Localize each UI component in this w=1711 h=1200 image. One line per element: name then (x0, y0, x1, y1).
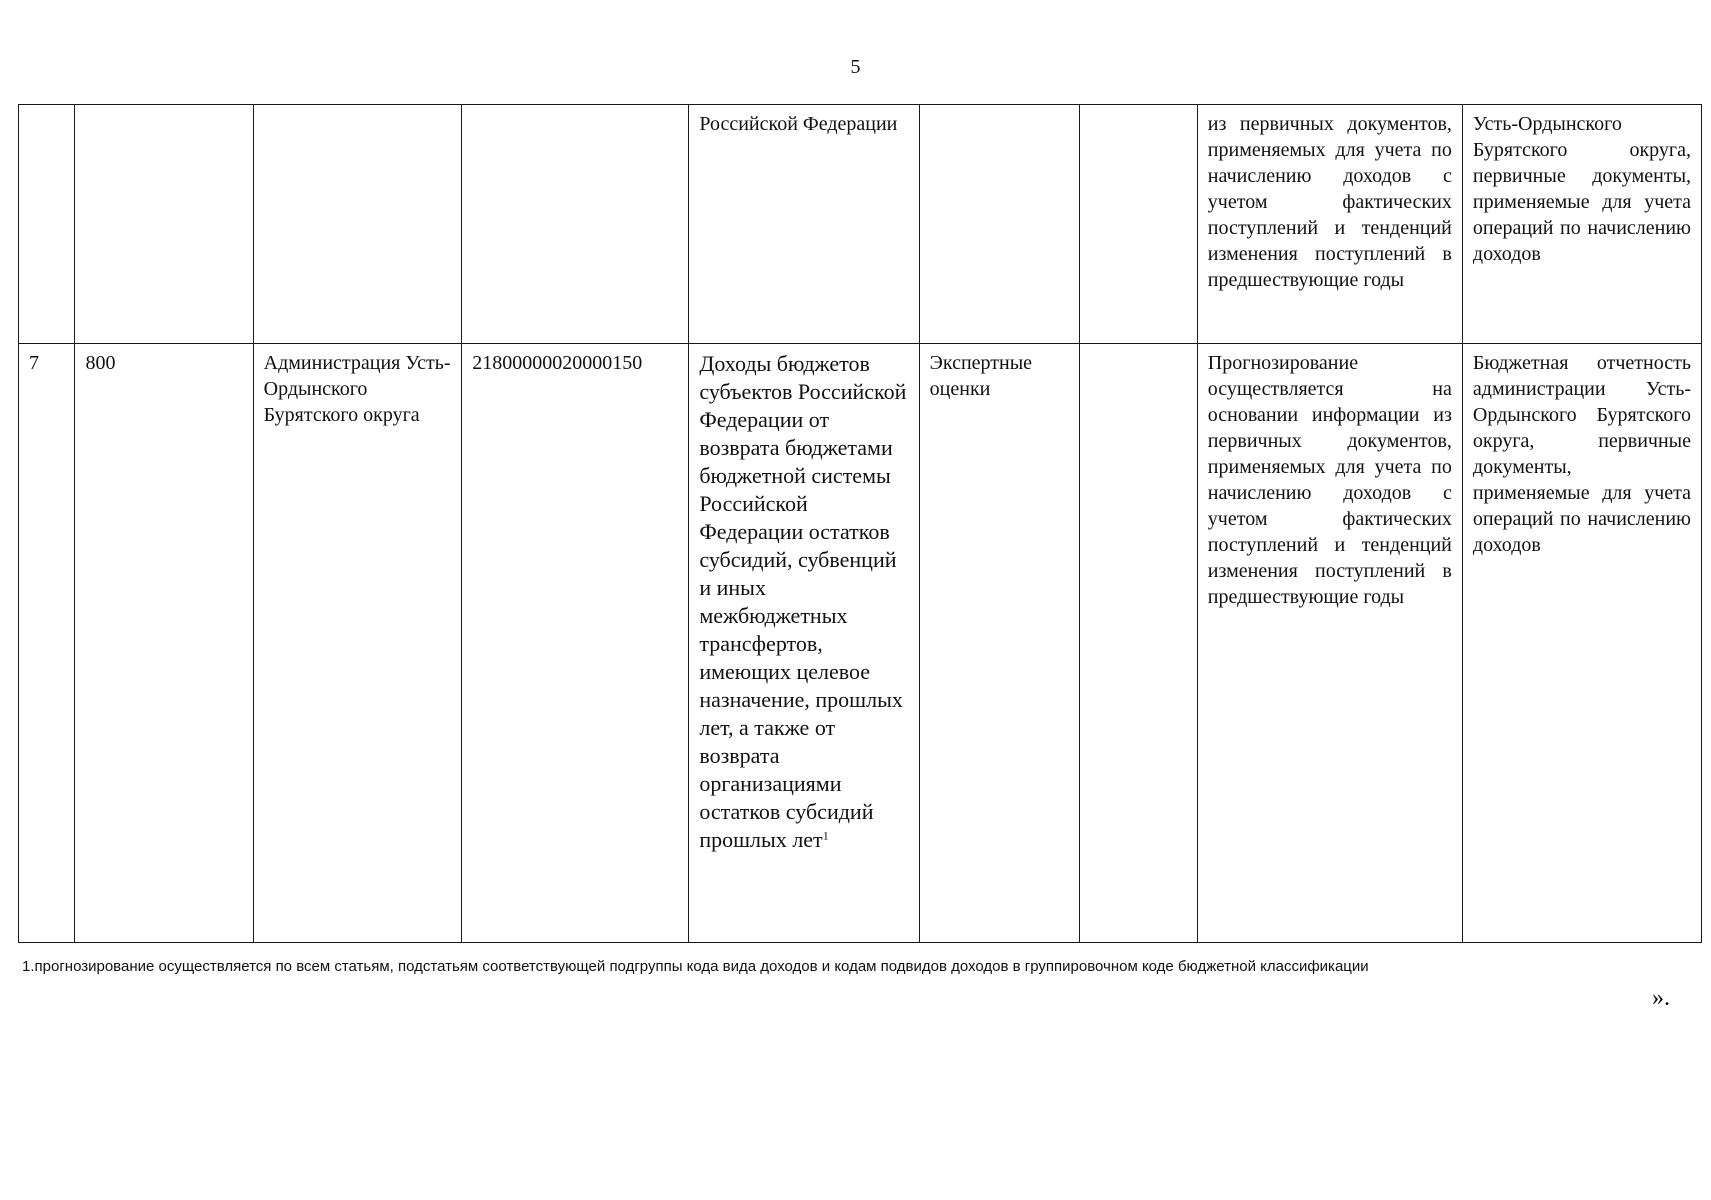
admin-name: Администрация Усть-Ордынского Бурятского округа (263, 352, 451, 426)
page-number: 5 (850, 56, 861, 78)
method-text: Прогнозирование осуществляется на основании информации из первичных документов, применяемых для учета по начислению доходов с учетом фактических поступлений и тенденций изменения поступлений в предшествующие годы (1207, 352, 1452, 608)
cell-kbk (462, 105, 689, 344)
description-text: Доходы бюджетов субъектов Российской Федерации от возврата бюджетами бюджетной системы Российской Федерации остатков субсидий, субвенций и иных межбюджетных трансфертов, имеющих целевое назначение, прошлых лет, а также от возврата организациями остатков субсидий прошлых лет (699, 351, 907, 852)
cell-calc-method (919, 105, 1080, 344)
footnote-mark: 1 (822, 828, 829, 843)
row-number: 7 (29, 352, 39, 374)
cell-source-text (1462, 105, 1701, 344)
table-row-7 (19, 344, 1702, 943)
table-row-continuation (19, 105, 1702, 344)
cell-admin-code (75, 105, 253, 344)
calc-method: Экспертные оценки (929, 352, 1033, 400)
source-text: Бюджетная отчетность администрации Усть-Ордынского Бурятского округа, первичные документы, применяемые для учета операций по начислению доходов (1472, 352, 1691, 556)
cell-formula (1080, 344, 1197, 943)
cell-num (19, 344, 75, 943)
cell-admin-name (253, 344, 462, 943)
cell-admin-code (75, 344, 253, 943)
cell-description (689, 344, 919, 943)
admin-code: 800 (85, 352, 116, 374)
cell-kbk (462, 344, 689, 943)
cell-admin-name (253, 105, 462, 344)
footnote: 1.прогнозирование осуществляется по всем статьям, подстатьям соответствующей подгруппы кода вида доходов и кодам подвидов доходов в группировочном коде бюджетной классификации (22, 958, 1369, 975)
cell-method-text (1197, 105, 1462, 344)
cell-description (689, 105, 919, 344)
source-text: Усть-Ордынского Бурятского округа, первичные документы, применяемые для учета операций по начислению доходов (1472, 113, 1691, 265)
cell-calc-method (919, 344, 1080, 943)
method-text: из первичных документов, применяемых для учета по начислению доходов с учетом фактических поступлений и тенденций изменения поступлений в предшествующие годы (1207, 113, 1452, 291)
kbk-code: 21800000020000150 (472, 352, 643, 374)
cell-source-text (1462, 344, 1701, 943)
description-text: Российской Федерации (699, 113, 898, 135)
revenue-forecast-table (18, 104, 1702, 943)
cell-num (19, 105, 75, 344)
cell-method-text (1197, 344, 1462, 943)
closing-quote: ». (1652, 985, 1670, 1011)
cell-formula (1080, 105, 1197, 344)
